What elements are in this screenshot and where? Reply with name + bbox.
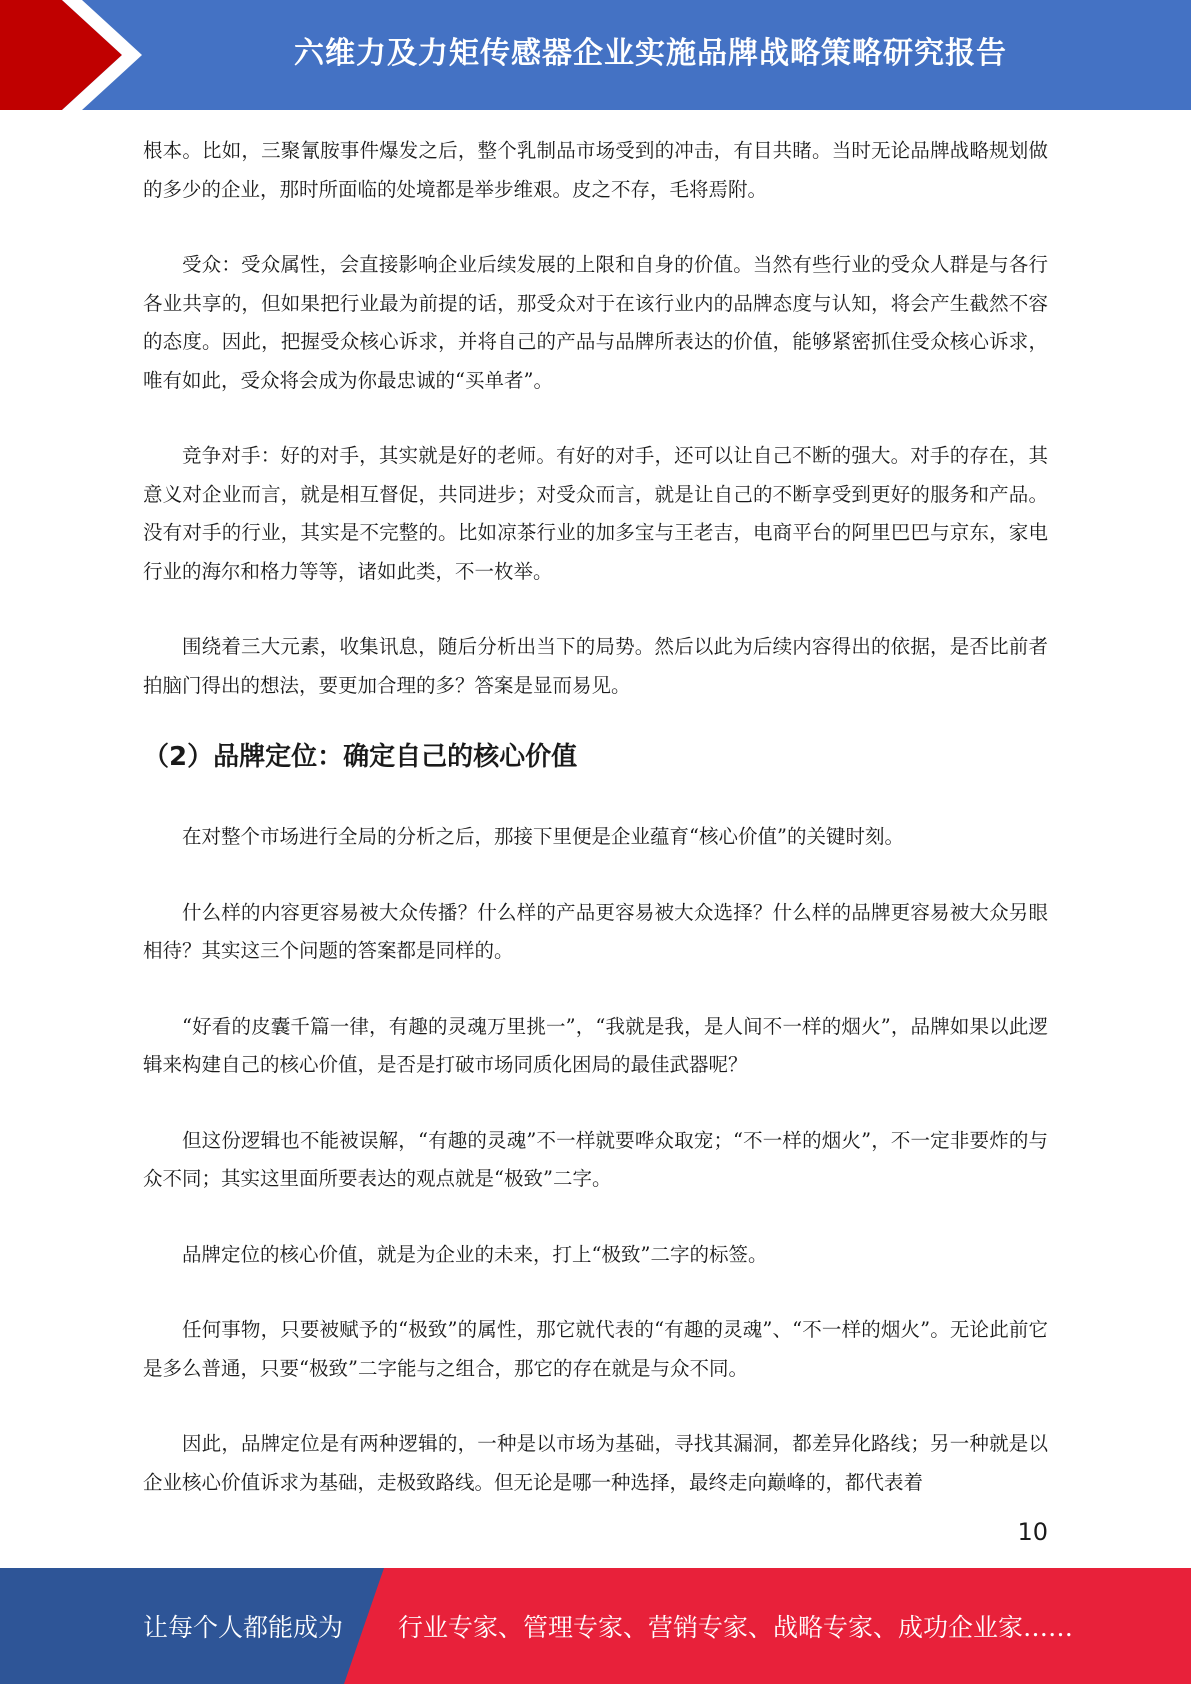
paragraph: 根本。比如，三聚氰胺事件爆发之后，整个乳制品市场受到的冲击，有目共睹。当时无论品牌战略规划做的多少的企业，那时所面临的处境都是举步维艰。皮之不存，毛将焉附。 (143, 139, 1048, 201)
paragraph: 竞争对手：好的对手，其实就是好的老师。有好的对手，还可以让自己不断的强大。对手的存在，其意义对企业而言，就是相互督促，共同进步；对受众而言，就是让自己的不断享受到更好的服务和产品。没有对手的行业，其实是不完整的。比如凉茶行业的加多宝与王老吉，电商平台的阿里巴巴与京东，家电行业的海尔和格力等等，诸如此类，不一枚举。 (143, 444, 1048, 583)
document-body (143, 132, 1048, 1502)
paragraph: 因此，品牌定位是有两种逻辑的，一种是以市场为基础，寻找其漏洞，都差异化路线；另一种就是以企业核心价值诉求为基础，走极致路线。但无论是哪一种选择，最终走向巅峰的，都代表着 (143, 1432, 1048, 1494)
paragraph: 在对整个市场进行全局的分析之后，那接下里便是企业蕴育“核心价值”的关键时刻。 (182, 825, 904, 848)
footer-slogan-right: 行业专家、管理专家、营销专家、战略专家、成功企业家…… (398, 1613, 1074, 1642)
section-heading: （2）品牌定位：确定自己的核心价值 (143, 742, 578, 772)
footer-slogan-left: 让每个人都能成为 (143, 1613, 344, 1642)
paragraph: 但这份逻辑也不能被误解，“有趣的灵魂”不一样就要哗众取宠；“不一样的烟火”，不一定非要炸的与众不同；其实这里面所要表达的观点就是“极致”二字。 (143, 1128, 1048, 1190)
page-number: 10 (1017, 1518, 1048, 1546)
report-title: 六维力及力矩传感器企业实施品牌战略策略研究报告 (294, 36, 1007, 71)
paragraph: 受众：受众属性，会直接影响企业后续发展的上限和自身的价值。当然有些行业的受众人群是与各行各业共享的，但如果把行业最为前提的话，那受众对于在该行业内的品牌态度与认知，将会产生截然不容的态度。因此，把握受众核心诉求，并将自己的产品与品牌所表达的价值，能够紧密抓住受众核心诉求，唯有如此，受众将会成为你最忠诚的“买单者”。 (143, 253, 1048, 392)
paragraph: 任何事物，只要被赋予的“极致”的属性，那它就代表的“有趣的灵魂”、“不一样的烟火”。无论此前它是多么普通，只要“极致”二字能与之组合，那它的存在就是与众不同。 (143, 1318, 1048, 1380)
paragraph: “好看的皮囊千篇一律，有趣的灵魂万里挑一”，“我就是我，是人间不一样的烟火”，品牌如果以此逻辑来构建自己的核心价值，是否是打破市场同质化困局的最佳武器呢？ (143, 1014, 1048, 1076)
paragraph: 什么样的内容更容易被大众传播？什么样的产品更容易被大众选择？什么样的品牌更容易被大众另眼相待？其实这三个问题的答案都是同样的。 (143, 900, 1048, 962)
paragraph: 品牌定位的核心价值，就是为企业的未来，打上“极致”二字的标签。 (182, 1242, 768, 1266)
chevron-decoration-icon (0, 0, 160, 110)
page-footer (0, 1568, 1191, 1684)
page-header (0, 0, 1191, 110)
paragraph: 围绕着三大元素，收集讯息，随后分析出当下的局势。然后以此为后续内容得出的依据，是否比前者拍脑门得出的想法，要更加合理的多？答案是显而易见。 (143, 635, 1048, 697)
